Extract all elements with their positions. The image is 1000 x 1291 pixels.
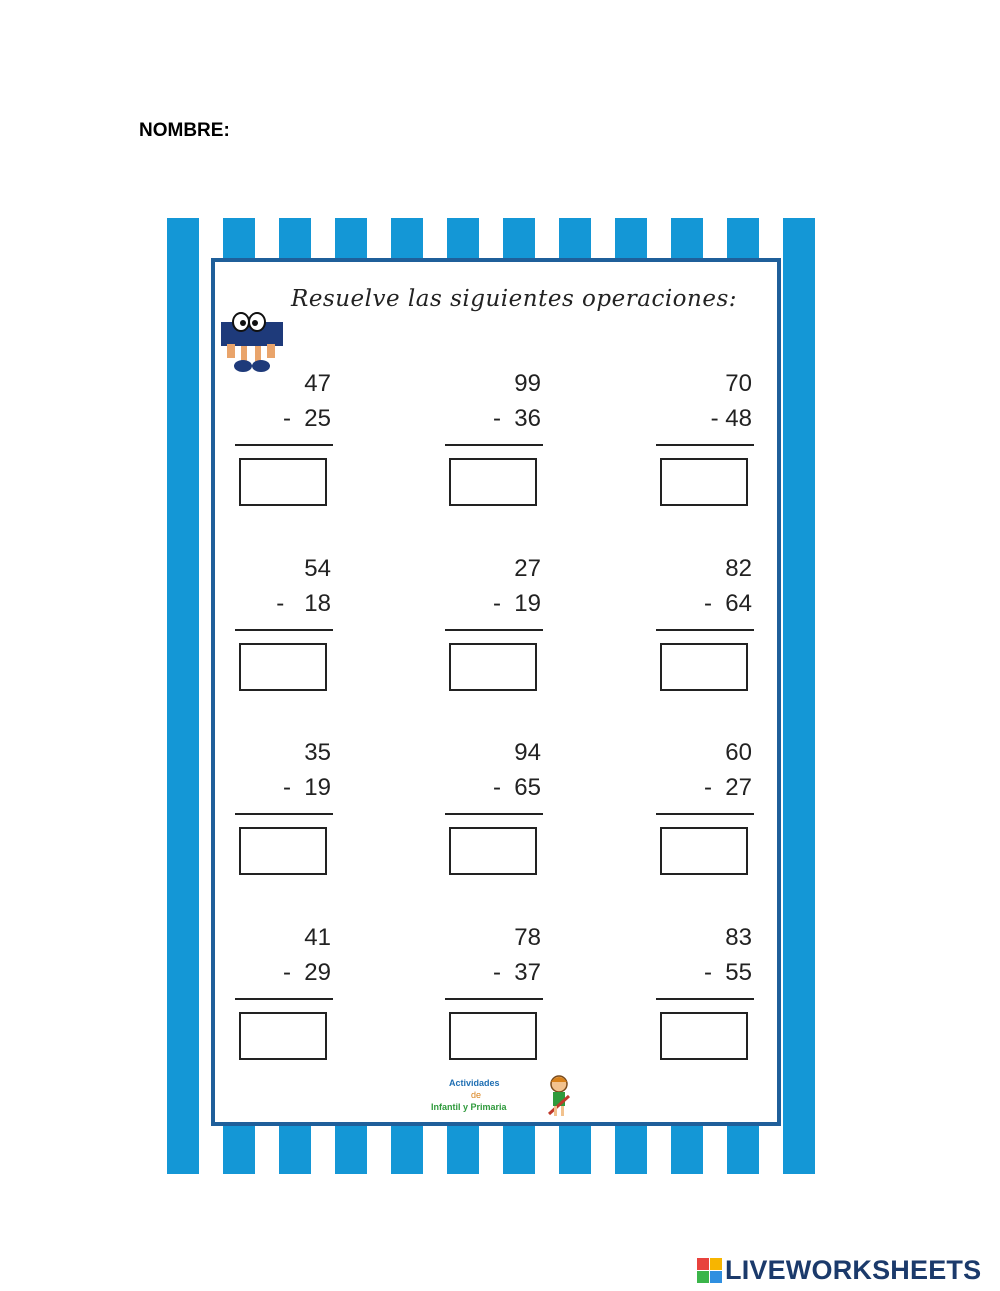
subtrahend: - 25	[282, 405, 331, 432]
subtrahend: - 27	[703, 774, 752, 801]
subtraction-problem	[235, 739, 345, 879]
subtraction-problem	[445, 370, 555, 510]
subtrahend: - 64	[703, 590, 752, 617]
answer-box[interactable]	[660, 458, 748, 506]
subtraction-problem	[235, 924, 345, 1064]
answer-box[interactable]	[239, 643, 327, 691]
result-line	[656, 813, 754, 815]
answer-box[interactable]	[449, 1012, 537, 1060]
girl-icon	[545, 1074, 573, 1118]
subtraction-problem	[656, 555, 766, 695]
result-line	[235, 444, 333, 446]
minuend: 70	[725, 370, 752, 397]
worksheet-title: Resuelve las siguientes operaciones:	[291, 286, 738, 312]
subtrahend: - 29	[282, 959, 331, 986]
minuend: 60	[725, 739, 752, 766]
subtraction-problem	[656, 924, 766, 1064]
result-line	[235, 998, 333, 1000]
result-line	[656, 444, 754, 446]
subtrahend: - 36	[492, 405, 541, 432]
result-line	[656, 998, 754, 1000]
credit-line-2: de	[471, 1090, 482, 1100]
result-line	[656, 629, 754, 631]
answer-box[interactable]	[449, 827, 537, 875]
subtrahend: - 48	[710, 405, 752, 432]
mascot-icon	[217, 308, 287, 378]
answer-box[interactable]	[239, 1012, 327, 1060]
result-line	[235, 813, 333, 815]
minuend: 35	[304, 739, 331, 766]
minuend: 47	[304, 370, 331, 397]
result-line	[445, 629, 543, 631]
answer-box[interactable]	[449, 643, 537, 691]
result-line	[235, 629, 333, 631]
subtraction-problem	[235, 370, 345, 510]
subtraction-problem	[445, 739, 555, 879]
liveworksheets-icon	[697, 1258, 722, 1283]
subtraction-problem	[445, 555, 555, 695]
credit-logo	[427, 1072, 577, 1120]
answer-box[interactable]	[239, 827, 327, 875]
subtrahend: - 19	[492, 590, 541, 617]
subtrahend: - 37	[492, 959, 541, 986]
subtrahend: - 19	[282, 774, 331, 801]
minuend: 27	[514, 555, 541, 582]
minuend: 41	[304, 924, 331, 951]
answer-box[interactable]	[660, 1012, 748, 1060]
minuend: 78	[514, 924, 541, 951]
subtrahend: - 55	[703, 959, 752, 986]
minuend: 99	[514, 370, 541, 397]
result-line	[445, 998, 543, 1000]
minuend: 83	[725, 924, 752, 951]
subtrahend: - 18	[276, 590, 331, 617]
worksheet-card	[211, 258, 781, 1126]
credit-line-1: Actividades	[449, 1078, 500, 1088]
result-line	[445, 813, 543, 815]
subtraction-problem	[235, 555, 345, 695]
subtraction-problem	[445, 924, 555, 1064]
answer-box[interactable]	[660, 827, 748, 875]
answer-box[interactable]	[449, 458, 537, 506]
subtraction-problem	[656, 370, 766, 510]
minuend: 82	[725, 555, 752, 582]
liveworksheets-brand: LIVEWORKSHEETS	[725, 1254, 982, 1285]
minuend: 94	[514, 739, 541, 766]
subtrahend: - 65	[492, 774, 541, 801]
liveworksheets-logo	[697, 1255, 981, 1285]
result-line	[445, 444, 543, 446]
answer-box[interactable]	[239, 458, 327, 506]
credit-line-3: Infantil y Primaria	[431, 1102, 507, 1112]
name-label: NOMBRE:	[139, 120, 230, 141]
subtraction-problem	[656, 739, 766, 879]
minuend: 54	[304, 555, 331, 582]
answer-box[interactable]	[660, 643, 748, 691]
